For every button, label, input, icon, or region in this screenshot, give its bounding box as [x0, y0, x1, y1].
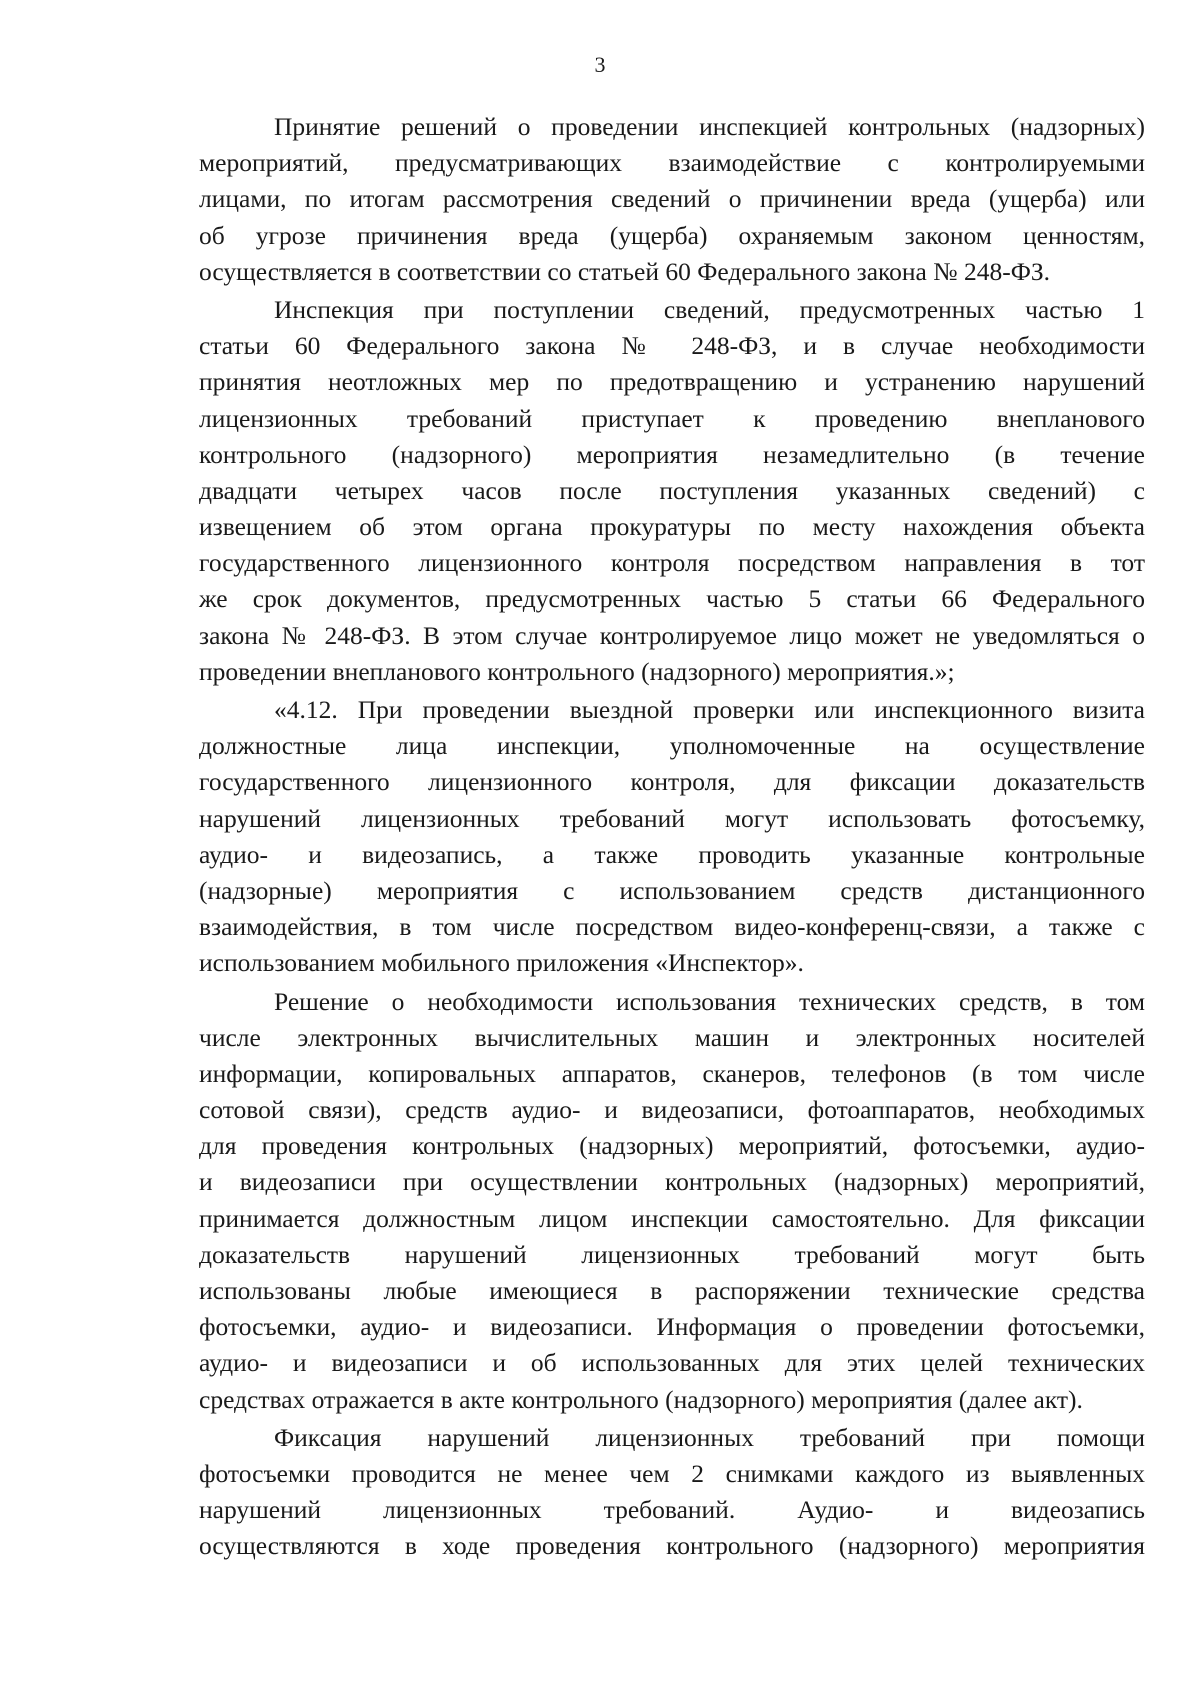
text-line: фотосъемки, аудио- и видеозаписи. Информация о проведении фотосъемки, — [199, 1312, 1145, 1342]
text-line: доказательств нарушений лицензионных требований могут быть — [199, 1239, 1145, 1269]
text-line: (надзорные) мероприятия с использованием средств дистанционного — [199, 875, 1145, 905]
text-line: средствах отражается в акте контрольного (надзорного) мероприятия (далее акт). — [199, 1384, 1083, 1414]
text-line: для проведения контрольных (надзорных) мероприятий, фотосъемки, аудио- — [199, 1131, 1145, 1161]
text-line: контрольного (надзорного) мероприятия незамедлительно (в течение — [199, 439, 1145, 469]
text-line: двадцати четырех часов после поступления указанных сведений) с — [199, 475, 1145, 505]
text-line: Принятие решений о проведении инспекцией контрольных (надзорных) — [274, 112, 1145, 141]
text-line: фотосъемки проводится не менее чем 2 снимками каждого из выявленных — [199, 1458, 1145, 1488]
text-line: государственного лицензионного контроля, для фиксации доказательств — [199, 767, 1145, 797]
text-line: государственного лицензионного контроля посредством направления в тот — [199, 548, 1145, 578]
text-line: извещением об этом органа прокуратуры по месту нахождения объекта — [199, 512, 1145, 542]
text-line: аудио- и видеозапись, а также проводить указанные контрольные — [199, 839, 1145, 869]
paragraph — [199, 692, 1145, 982]
text-line: должностные лица инспекции, уполномоченные на осуществление — [199, 731, 1145, 761]
text-line: об угрозе причинения вреда (ущерба) охраняемым законом ценностям, — [199, 220, 1145, 250]
text-line: сотовой связи), средств аудио- и видеозаписи, фотоаппаратов, необходимых — [199, 1095, 1145, 1125]
text-line: же срок документов, предусмотренных частью 5 статьи 66 Федерального — [199, 584, 1145, 614]
text-line: «4.12. При проведении выездной проверки или инспекционного визита — [274, 695, 1145, 724]
paragraph — [199, 109, 1145, 290]
text-line: проведении внепланового контрольного (надзорного) мероприятия.»; — [199, 656, 955, 686]
text-line: числе электронных вычислительных машин и электронных носителей — [199, 1022, 1145, 1052]
text-line: лицами, по итогам рассмотрения сведений о причинении вреда (ущерба) или — [199, 184, 1145, 214]
text-line: Решение о необходимости использования технических средств, в том — [274, 986, 1145, 1016]
document-body — [199, 109, 1145, 1565]
text-line: закона № 248-ФЗ. В этом случае контролируемое лицо может не уведомляться о — [199, 620, 1145, 650]
text-line: и видеозаписи при осуществлении контрольных (надзорных) мероприятий, — [199, 1167, 1145, 1197]
text-line: аудио- и видеозаписи и об использованных для этих целей технических — [199, 1348, 1145, 1378]
text-line: осуществляются в ходе проведения контрольного (надзорного) мероприятия — [199, 1531, 1145, 1561]
text-line: Инспекция при поступлении сведений, предусмотренных частью 1 — [274, 294, 1145, 324]
page-number: 3 — [594, 52, 606, 77]
text-line: нарушений лицензионных требований могут использовать фотосъемку, — [199, 803, 1145, 833]
text-line: лицензионных требований приступает к проведению внепланового — [199, 403, 1145, 433]
text-line: нарушений лицензионных требований. Аудио- и видеозапись — [199, 1495, 1145, 1525]
text-line: Фиксация нарушений лицензионных требований при помощи — [274, 1422, 1145, 1452]
text-line: использованием мобильного приложения «Инспектор». — [199, 948, 804, 978]
text-line: осуществляется в соответствии со статьей 60 Федерального закона № 248-ФЗ. — [199, 256, 1050, 286]
text-line: мероприятий, предусматривающих взаимодействие с контролируемыми — [199, 148, 1145, 178]
text-line: информации, копировальных аппаратов, сканеров, телефонов (в том числе — [199, 1058, 1145, 1088]
text-line: статьи 60 Федерального закона № 248-ФЗ, и в случае необходимости — [199, 331, 1145, 361]
text-line: взаимодействия, в том числе посредством видео-конференц-связи, а также с — [199, 912, 1145, 942]
text-line: использованы любые имеющиеся в распоряжении технические средства — [199, 1276, 1145, 1305]
text-line: принимается должностным лицом инспекции самостоятельно. Для фиксации — [199, 1203, 1145, 1233]
paragraph — [199, 984, 1145, 1418]
paragraph — [199, 1420, 1145, 1565]
text-line: принятия неотложных мер по предотвращению и устранению нарушений — [199, 367, 1145, 397]
paragraph — [199, 292, 1145, 690]
